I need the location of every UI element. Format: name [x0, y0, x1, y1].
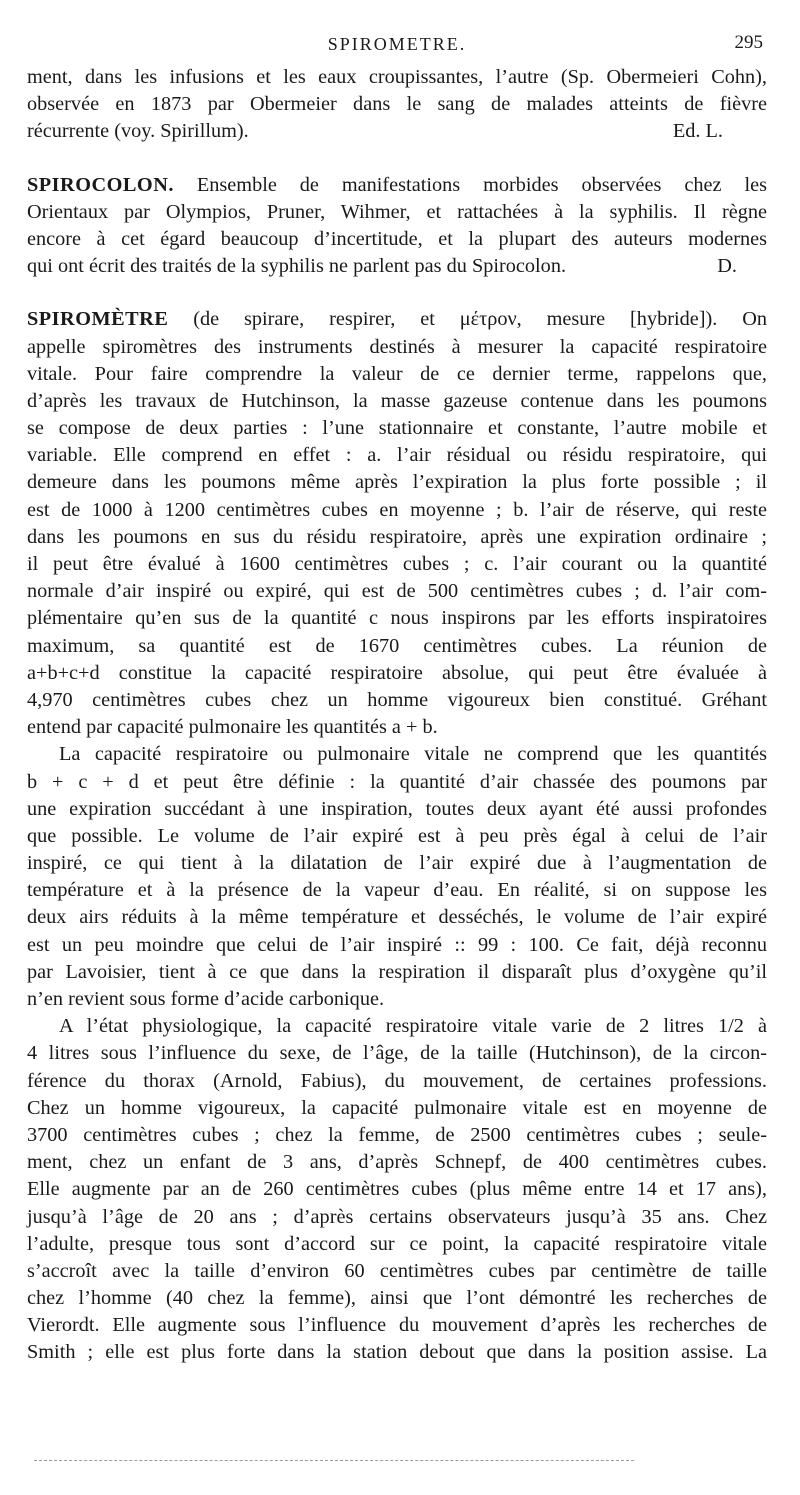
text-line: inspiré, ce qui tient à la dilatation de l’air expiré due à l’augmentation de: [27, 852, 767, 875]
text-line: La capacité respiratoire ou pulmonaire vitale ne comprend que les quantités: [59, 743, 767, 766]
text-line: par Lavoisier, tient à ce que dans la respiration il disparaît plus d’oxygène qu’il: [27, 960, 767, 983]
text-line: plémentaire qu’en sus de la quantité c nous inspirons par les efforts inspiratoires: [27, 607, 767, 630]
text-line: vitale. Pour faire comprendre la valeur de ce dernier terme, rappelons que,: [27, 362, 767, 385]
footer-rule: [34, 1460, 634, 1461]
text-line: [27, 253, 767, 280]
text-line: Orientaux par Olympios, Pruner, Wihmer, et rattachées à la syphilis. Il règne: [27, 200, 767, 223]
text-line: Chez un homme vigoureux, la capacité pulmonaire vitale est en moyenne de: [27, 1096, 767, 1119]
text-line: [27, 172, 767, 199]
text-line: variable. Elle comprend en effet : a. l’air résidual ou résidu respiratoire, qui: [27, 444, 767, 467]
entry-gap: [27, 146, 767, 172]
entry-gap: [27, 280, 767, 306]
running-head: [27, 34, 767, 60]
text-line: que possible. Le volume de l’air expiré est à peu près égal à celui de l’air: [27, 824, 767, 847]
text-line: 4 litres sous l’influence du sexe, de l’âge, de la taille (Hutchinson), de la circon-: [27, 1042, 767, 1065]
text-line: [27, 118, 767, 145]
text-line: dans les poumons en sus du résidu respiratoire, après une expiration ordinaire ;: [27, 525, 767, 548]
text-line: Vierordt. Elle augmente sous l’influence du mouvement d’après les recherches de: [27, 1314, 767, 1337]
text-line: maximum, sa quantité est de 1670 centimètres cubes. La réunion de: [27, 634, 767, 657]
text-line: est un peu moindre que celui de l’air inspiré :: 99 : 100. Ce fait, déjà reconnu: [27, 933, 767, 956]
text-line: entend par capacité pulmonaire les quantités a + b.: [27, 716, 438, 739]
text-line: s’accroît avec la taille d’environ 60 centimètres cubes par centimètre de taille: [27, 1259, 767, 1282]
text-line: jusqu’à l’âge de 20 ans ; d’après certains observateurs jusqu’à 35 ans. Chez: [27, 1205, 767, 1228]
page-number: 295: [734, 32, 763, 53]
text-line: il peut être évalué à 1600 centimètres cubes ; c. l’air courant ou la quantité: [27, 553, 767, 575]
text-line: chez l’homme (40 chez la femme), ainsi que l’ont démontré les recherches de: [27, 1287, 767, 1310]
text-line: n’en revient sous forme d’acide carbonique.: [27, 988, 385, 1010]
text-line: 3700 centimètres cubes ; chez la femme, de 2500 centimètres cubes ; seule-: [27, 1123, 767, 1146]
entry-headword: SPIROMÈTRE: [27, 308, 169, 331]
text-line: [27, 306, 767, 333]
text-line-content: récurrente (voy. Spirillum).: [27, 120, 249, 143]
author-signature: Ed. L.: [672, 120, 723, 143]
text-line: deux airs réduits à la même température et desséchés, le volume de l’air expiré: [27, 906, 767, 929]
text-line: d’après les travaux de Hutchinson, la masse gazeuse contenue dans les poumons: [27, 389, 767, 412]
text-line: demeure dans les poumons même après l’expiration la plus forte possible ; il: [27, 471, 767, 494]
text-line: encore à cet égard beaucoup d’incertitude, et la plupart des auteurs modernes: [27, 227, 767, 250]
text-line: b + c + d et peut être définie : la quantité d’air chassée des poumons par: [27, 770, 767, 793]
text-line: a+b+c+d constitue la capacité respiratoire absolue, qui peut être évaluée à: [27, 661, 767, 684]
text-line: férence du thorax (Arnold, Fabius), du mouvement, de certaines professions.: [27, 1069, 767, 1092]
text-line: l’adulte, presque tous sont d’accord sur ce point, la capacité respiratoire vitale: [27, 1232, 767, 1255]
text-line: est de 1000 à 1200 centimètres cubes en moyenne ; b. l’air de réserve, qui reste: [27, 498, 767, 521]
text-line: Smith ; elle est plus forte dans la station debout que dans la position assise. La: [27, 1341, 767, 1364]
text-line: 4,970 centimètres cubes chez un homme vigoureux bien constitué. Gréhant: [27, 688, 767, 711]
text-line: se compose de deux parties : l’une stationnaire et constante, l’autre mobile et: [27, 417, 767, 440]
body-text: [27, 64, 767, 1367]
text-line: ment, dans les infusions et les eaux croupissantes, l’autre (Sp. Obermeieri Cohn),: [27, 66, 767, 88]
text-line: observée en 1873 par Obermeier dans le sang de malades atteints de fièvre: [27, 93, 767, 116]
text-line: une expiration succédant à une inspiration, toutes deux ayant été aussi profondes: [27, 797, 767, 820]
text-line: normale d’air inspiré ou expiré, qui est de 500 centimètres cubes ; d. l’air com-: [27, 580, 767, 603]
text-line: température et à la présence de la vapeur d’eau. En réalité, si on suppose les: [27, 879, 767, 902]
text-line-content: (de spirare, respirer, et μέτρον, mesure [hybride]). On: [168, 308, 767, 331]
running-title: SPIROMETRE.: [327, 34, 467, 54]
text-line-content: qui ont écrit des traités de la syphilis ne parlent pas du Spirocolon.: [27, 255, 567, 278]
text-line-content: Ensemble de manifestations morbides observées chez les: [173, 173, 767, 196]
text-line: ment, chez un enfant de 3 ans, d’après Schnepf, de 400 centimètres cubes.: [27, 1151, 767, 1174]
entry-headword: SPIROCOLON.: [27, 173, 174, 196]
text-line: A l’état physiologique, la capacité respiratoire vitale varie de 2 litres 1/2 à: [59, 1015, 767, 1038]
text-line: Elle augmente par an de 260 centimètres cubes (plus même entre 14 et 17 ans),: [27, 1178, 767, 1201]
text-line: appelle spiromètres des instruments destinés à mesurer la capacité respiratoire: [27, 335, 767, 358]
author-signature: D.: [717, 255, 737, 278]
